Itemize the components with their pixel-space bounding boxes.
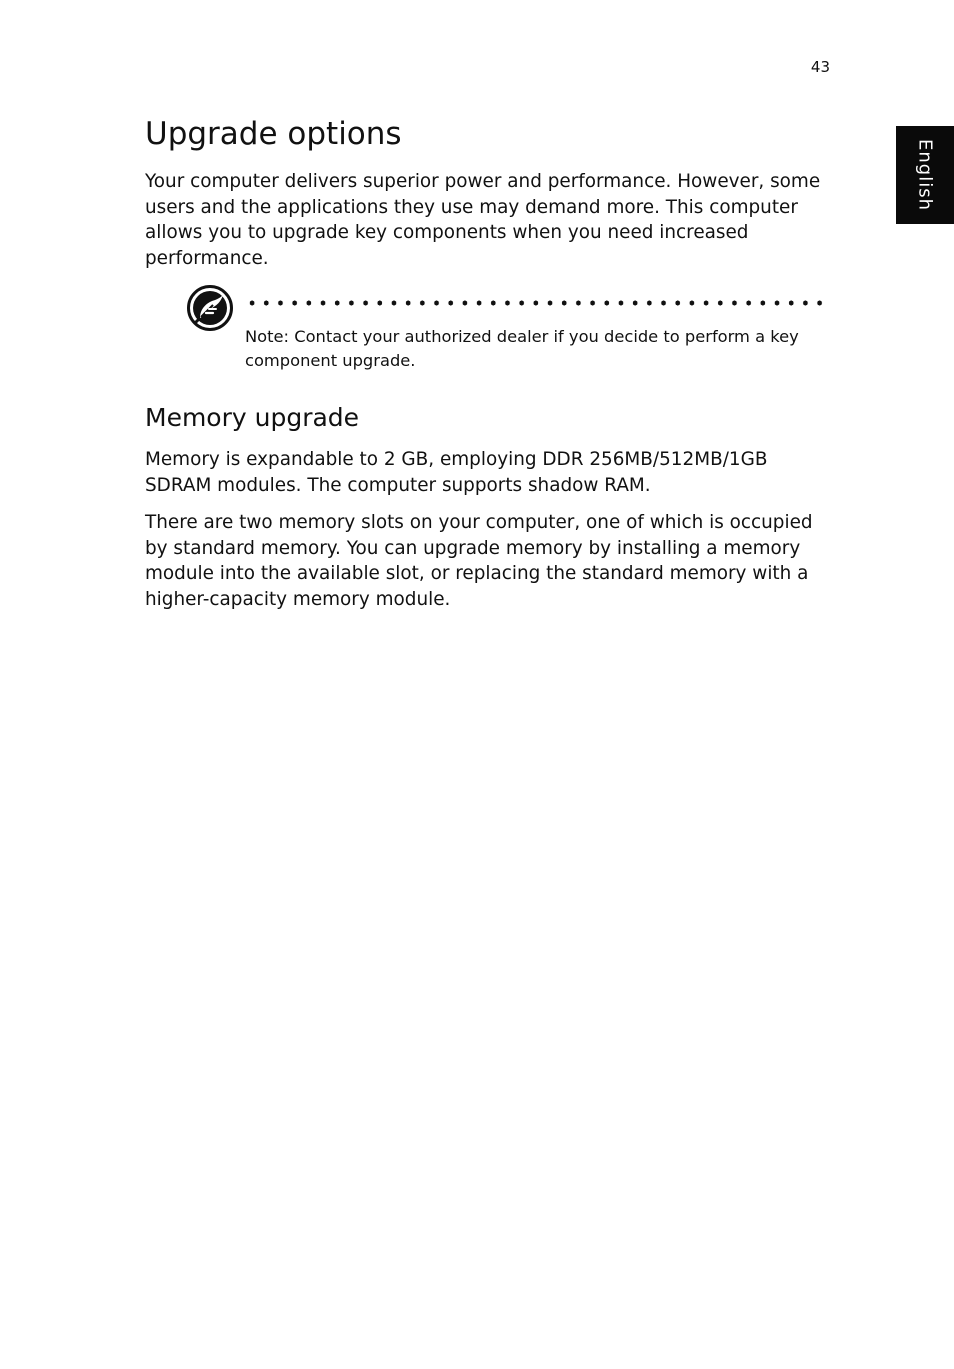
page-number: 43 (810, 58, 830, 76)
note-label: Note: (245, 327, 290, 346)
note-body: Contact your authorized dealer if you decide to perform a key component upgrade. (245, 327, 799, 370)
memory-paragraph-2: There are two memory slots on your computer, one of which is occupied by standard memory. You can upgrade memory by installing a memory module into the available slot, or replacing the standard memory with a higher-capacity memory module. (145, 512, 813, 610)
memory-paragraph-1: Memory is expandable to 2 GB, employing DDR 256MB/512MB/1GB SDRAM modules. The computer supports shadow RAM. (145, 449, 768, 496)
memory-heading: Memory upgrade (145, 403, 360, 432)
note-dotted-rule (245, 300, 830, 306)
language-tab (896, 126, 954, 224)
section-title: Upgrade options (145, 116, 402, 152)
language-tab-label: English (914, 139, 936, 211)
note-pen-icon (186, 284, 234, 332)
intro-paragraph: Your computer delivers superior power and performance. However, some users and the applications they use may demand more. This computer allows you to upgrade key components when you need increased performance. (145, 171, 821, 269)
note-text (245, 325, 830, 372)
